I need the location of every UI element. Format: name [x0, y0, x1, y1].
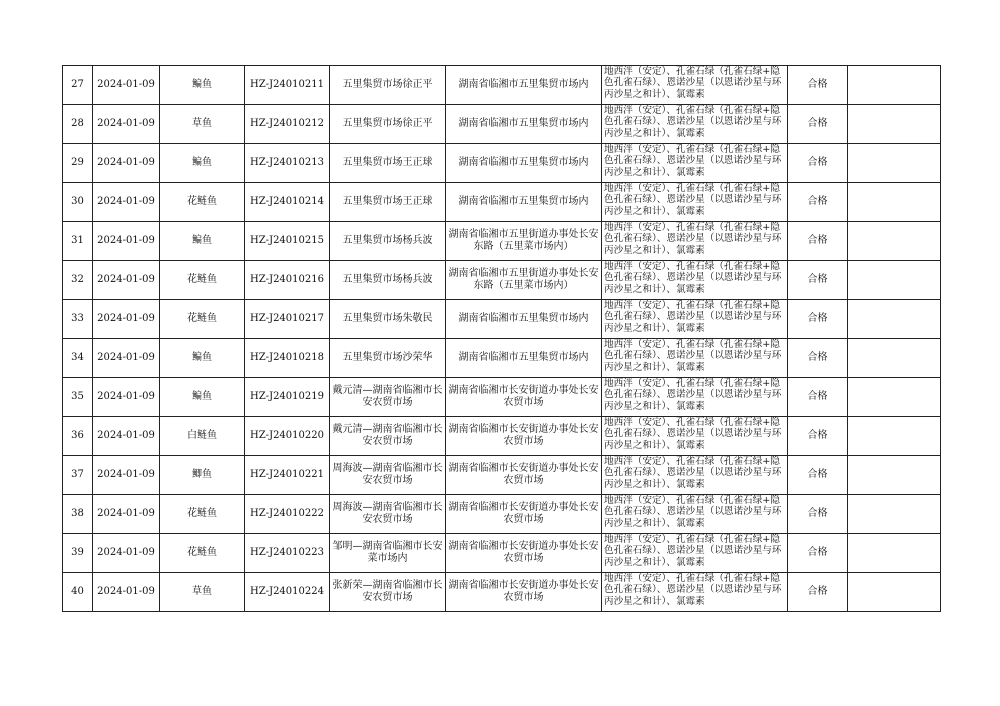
cell-sample-code: HZ-J24010217 — [245, 300, 330, 339]
cell-address: 湖南省临湘市五里集贸市场内 — [446, 300, 602, 339]
cell-serial-number: 35 — [63, 378, 93, 417]
cell-remark — [848, 534, 941, 573]
cell-result: 合格 — [788, 456, 848, 495]
cell-remark — [848, 339, 941, 378]
table-row — [63, 183, 941, 222]
cell-vendor: 五里集贸市场朱敬民 — [330, 300, 446, 339]
cell-result: 合格 — [788, 105, 848, 144]
table-row — [63, 534, 941, 573]
cell-test-items — [602, 417, 788, 456]
cell-sampling-date: 2024-01-09 — [93, 417, 160, 456]
cell-remark — [848, 378, 941, 417]
cell-test-items — [602, 573, 788, 612]
test-items-text: 地西泮（安定）、孔雀石绿（孔雀石绿+隐色孔雀石绿）、恩诺沙星（以恩诺沙星与环丙沙星之和计）、氯霉素 — [604, 144, 782, 178]
cell-sample-name: 鳊鱼 — [160, 339, 245, 378]
cell-sampling-date: 2024-01-09 — [93, 456, 160, 495]
cell-sample-name: 花鲢鱼 — [160, 300, 245, 339]
cell-vendor: 五里集贸市场徐正平 — [330, 66, 446, 105]
cell-vendor: 戴元清—湖南省临湘市长安农贸市场 — [330, 378, 446, 417]
cell-remark — [848, 456, 941, 495]
cell-address: 湖南省临湘市五里集贸市场内 — [446, 105, 602, 144]
cell-sample-code: HZ-J24010212 — [245, 105, 330, 144]
cell-serial-number: 32 — [63, 261, 93, 300]
table-row — [63, 144, 941, 183]
cell-serial-number: 40 — [63, 573, 93, 612]
cell-address: 湖南省临湘市五里街道办事处长安东路（五里菜市场内） — [446, 261, 602, 300]
cell-result: 合格 — [788, 222, 848, 261]
cell-sampling-date: 2024-01-09 — [93, 183, 160, 222]
test-items-text: 地西泮（安定）、孔雀石绿（孔雀石绿+隐色孔雀石绿）、恩诺沙星（以恩诺沙星与环丙沙星之和计）、氯霉素 — [604, 495, 782, 529]
cell-vendor: 周海波—湖南省临湘市长安农贸市场 — [330, 495, 446, 534]
test-items-text: 地西泮（安定）、孔雀石绿（孔雀石绿+隐色孔雀石绿）、恩诺沙星（以恩诺沙星与环丙沙星之和计）、氯霉素 — [604, 222, 782, 256]
cell-sample-code: HZ-J24010224 — [245, 573, 330, 612]
cell-sample-name: 白鲢鱼 — [160, 417, 245, 456]
cell-test-items — [602, 66, 788, 105]
cell-sample-code: HZ-J24010219 — [245, 378, 330, 417]
cell-remark — [848, 261, 941, 300]
test-items-text: 地西泮（安定）、孔雀石绿（孔雀石绿+隐色孔雀石绿）、恩诺沙星（以恩诺沙星与环丙沙星之和计）、氯霉素 — [604, 339, 782, 373]
cell-result: 合格 — [788, 339, 848, 378]
cell-address: 湖南省临湘市长安街道办事处长安农贸市场 — [446, 456, 602, 495]
cell-remark — [848, 495, 941, 534]
test-items-text: 地西泮（安定）、孔雀石绿（孔雀石绿+隐色孔雀石绿）、恩诺沙星（以恩诺沙星与环丙沙星之和计）、氯霉素 — [604, 456, 782, 490]
cell-sampling-date: 2024-01-09 — [93, 222, 160, 261]
cell-address: 湖南省临湘市五里集贸市场内 — [446, 66, 602, 105]
cell-address: 湖南省临湘市长安街道办事处长安农贸市场 — [446, 378, 602, 417]
cell-sample-name: 花鲢鱼 — [160, 183, 245, 222]
cell-sampling-date: 2024-01-09 — [93, 573, 160, 612]
cell-remark — [848, 417, 941, 456]
cell-serial-number: 27 — [63, 66, 93, 105]
cell-remark — [848, 144, 941, 183]
cell-sample-code: HZ-J24010213 — [245, 144, 330, 183]
cell-sampling-date: 2024-01-09 — [93, 300, 160, 339]
cell-sample-name: 草鱼 — [160, 573, 245, 612]
cell-serial-number: 28 — [63, 105, 93, 144]
test-items-text: 地西泮（安定）、孔雀石绿（孔雀石绿+隐色孔雀石绿）、恩诺沙星（以恩诺沙星与环丙沙星之和计）、氯霉素 — [604, 105, 782, 139]
cell-remark — [848, 105, 941, 144]
cell-result: 合格 — [788, 66, 848, 105]
cell-serial-number: 37 — [63, 456, 93, 495]
cell-vendor: 五里集贸市场沙荣华 — [330, 339, 446, 378]
table-row — [63, 378, 941, 417]
cell-remark — [848, 183, 941, 222]
cell-test-items — [602, 495, 788, 534]
cell-address: 湖南省临湘市长安街道办事处长安农贸市场 — [446, 495, 602, 534]
cell-remark — [848, 222, 941, 261]
cell-sample-code: HZ-J24010222 — [245, 495, 330, 534]
cell-sample-code: HZ-J24010220 — [245, 417, 330, 456]
table-row — [63, 456, 941, 495]
cell-sample-name: 花鲢鱼 — [160, 495, 245, 534]
cell-sample-code: HZ-J24010223 — [245, 534, 330, 573]
test-items-text: 地西泮（安定）、孔雀石绿（孔雀石绿+隐色孔雀石绿）、恩诺沙星（以恩诺沙星与环丙沙星之和计）、氯霉素 — [604, 417, 782, 451]
cell-result: 合格 — [788, 573, 848, 612]
cell-vendor: 邹明—湖南省临湘市长安菜市场内 — [330, 534, 446, 573]
cell-test-items — [602, 261, 788, 300]
cell-result: 合格 — [788, 183, 848, 222]
cell-sample-code: HZ-J24010218 — [245, 339, 330, 378]
table-row — [63, 417, 941, 456]
cell-sampling-date: 2024-01-09 — [93, 378, 160, 417]
cell-test-items — [602, 456, 788, 495]
cell-result: 合格 — [788, 534, 848, 573]
table-row — [63, 339, 941, 378]
cell-sample-name: 鳊鱼 — [160, 222, 245, 261]
cell-sample-name: 鳊鱼 — [160, 66, 245, 105]
cell-address: 湖南省临湘市长安街道办事处长安农贸市场 — [446, 573, 602, 612]
table-row — [63, 495, 941, 534]
cell-test-items — [602, 105, 788, 144]
table-body — [63, 66, 941, 612]
cell-sampling-date: 2024-01-09 — [93, 105, 160, 144]
test-items-text: 地西泮（安定）、孔雀石绿（孔雀石绿+隐色孔雀石绿）、恩诺沙星（以恩诺沙星与环丙沙星之和计）、氯霉素 — [604, 573, 782, 607]
cell-test-items — [602, 222, 788, 261]
cell-sampling-date: 2024-01-09 — [93, 66, 160, 105]
table-row — [63, 105, 941, 144]
cell-vendor: 五里集贸市场杨兵波 — [330, 261, 446, 300]
test-items-text: 地西泮（安定）、孔雀石绿（孔雀石绿+隐色孔雀石绿）、恩诺沙星（以恩诺沙星与环丙沙星之和计）、氯霉素 — [604, 66, 782, 100]
cell-result: 合格 — [788, 261, 848, 300]
cell-result: 合格 — [788, 417, 848, 456]
cell-sample-name: 草鱼 — [160, 105, 245, 144]
cell-result: 合格 — [788, 495, 848, 534]
cell-vendor: 五里集贸市场杨兵波 — [330, 222, 446, 261]
cell-serial-number: 29 — [63, 144, 93, 183]
cell-test-items — [602, 339, 788, 378]
cell-serial-number: 30 — [63, 183, 93, 222]
cell-address: 湖南省临湘市长安街道办事处长安农贸市场 — [446, 534, 602, 573]
test-items-text: 地西泮（安定）、孔雀石绿（孔雀石绿+隐色孔雀石绿）、恩诺沙星（以恩诺沙星与环丙沙星之和计）、氯霉素 — [604, 183, 782, 217]
cell-result: 合格 — [788, 144, 848, 183]
cell-serial-number: 38 — [63, 495, 93, 534]
cell-sampling-date: 2024-01-09 — [93, 339, 160, 378]
cell-test-items — [602, 534, 788, 573]
cell-serial-number: 33 — [63, 300, 93, 339]
cell-address: 湖南省临湘市五里街道办事处长安东路（五里菜市场内） — [446, 222, 602, 261]
cell-test-items — [602, 378, 788, 417]
cell-address: 湖南省临湘市五里集贸市场内 — [446, 339, 602, 378]
test-items-text: 地西泮（安定）、孔雀石绿（孔雀石绿+隐色孔雀石绿）、恩诺沙星（以恩诺沙星与环丙沙星之和计）、氯霉素 — [604, 300, 782, 334]
cell-vendor: 戴元清—湖南省临湘市长安农贸市场 — [330, 417, 446, 456]
cell-vendor: 张新荣—湖南省临湘市长安农贸市场 — [330, 573, 446, 612]
cell-sampling-date: 2024-01-09 — [93, 261, 160, 300]
cell-result: 合格 — [788, 378, 848, 417]
cell-vendor: 五里集贸市场徐正平 — [330, 105, 446, 144]
cell-sampling-date: 2024-01-09 — [93, 534, 160, 573]
cell-address: 湖南省临湘市长安街道办事处长安农贸市场 — [446, 417, 602, 456]
table-row — [63, 222, 941, 261]
cell-vendor: 周海波—湖南省临湘市长安农贸市场 — [330, 456, 446, 495]
inspection-results-table — [62, 65, 941, 612]
table-row — [63, 261, 941, 300]
cell-sample-name: 鳊鱼 — [160, 378, 245, 417]
test-items-text: 地西泮（安定）、孔雀石绿（孔雀石绿+隐色孔雀石绿）、恩诺沙星（以恩诺沙星与环丙沙星之和计）、氯霉素 — [604, 378, 782, 412]
cell-address: 湖南省临湘市五里集贸市场内 — [446, 144, 602, 183]
cell-remark — [848, 573, 941, 612]
cell-remark — [848, 66, 941, 105]
cell-test-items — [602, 300, 788, 339]
test-items-text: 地西泮（安定）、孔雀石绿（孔雀石绿+隐色孔雀石绿）、恩诺沙星（以恩诺沙星与环丙沙星之和计）、氯霉素 — [604, 261, 782, 295]
cell-vendor: 五里集贸市场王正球 — [330, 183, 446, 222]
cell-sample-name: 鲫鱼 — [160, 456, 245, 495]
cell-sample-code: HZ-J24010215 — [245, 222, 330, 261]
cell-serial-number: 34 — [63, 339, 93, 378]
table-row — [63, 300, 941, 339]
cell-vendor: 五里集贸市场王正球 — [330, 144, 446, 183]
cell-sample-code: HZ-J24010221 — [245, 456, 330, 495]
cell-serial-number: 39 — [63, 534, 93, 573]
cell-test-items — [602, 144, 788, 183]
cell-sample-code: HZ-J24010214 — [245, 183, 330, 222]
table-row — [63, 573, 941, 612]
cell-address: 湖南省临湘市五里集贸市场内 — [446, 183, 602, 222]
cell-result: 合格 — [788, 300, 848, 339]
cell-serial-number: 31 — [63, 222, 93, 261]
cell-sample-name: 花鲢鱼 — [160, 261, 245, 300]
cell-sample-name: 花鲢鱼 — [160, 534, 245, 573]
cell-sample-code: HZ-J24010216 — [245, 261, 330, 300]
cell-sample-name: 鳊鱼 — [160, 144, 245, 183]
table-row — [63, 66, 941, 105]
cell-remark — [848, 300, 941, 339]
cell-sampling-date: 2024-01-09 — [93, 144, 160, 183]
test-items-text: 地西泮（安定）、孔雀石绿（孔雀石绿+隐色孔雀石绿）、恩诺沙星（以恩诺沙星与环丙沙星之和计）、氯霉素 — [604, 534, 782, 568]
cell-serial-number: 36 — [63, 417, 93, 456]
cell-sample-code: HZ-J24010211 — [245, 66, 330, 105]
cell-test-items — [602, 183, 788, 222]
cell-sampling-date: 2024-01-09 — [93, 495, 160, 534]
